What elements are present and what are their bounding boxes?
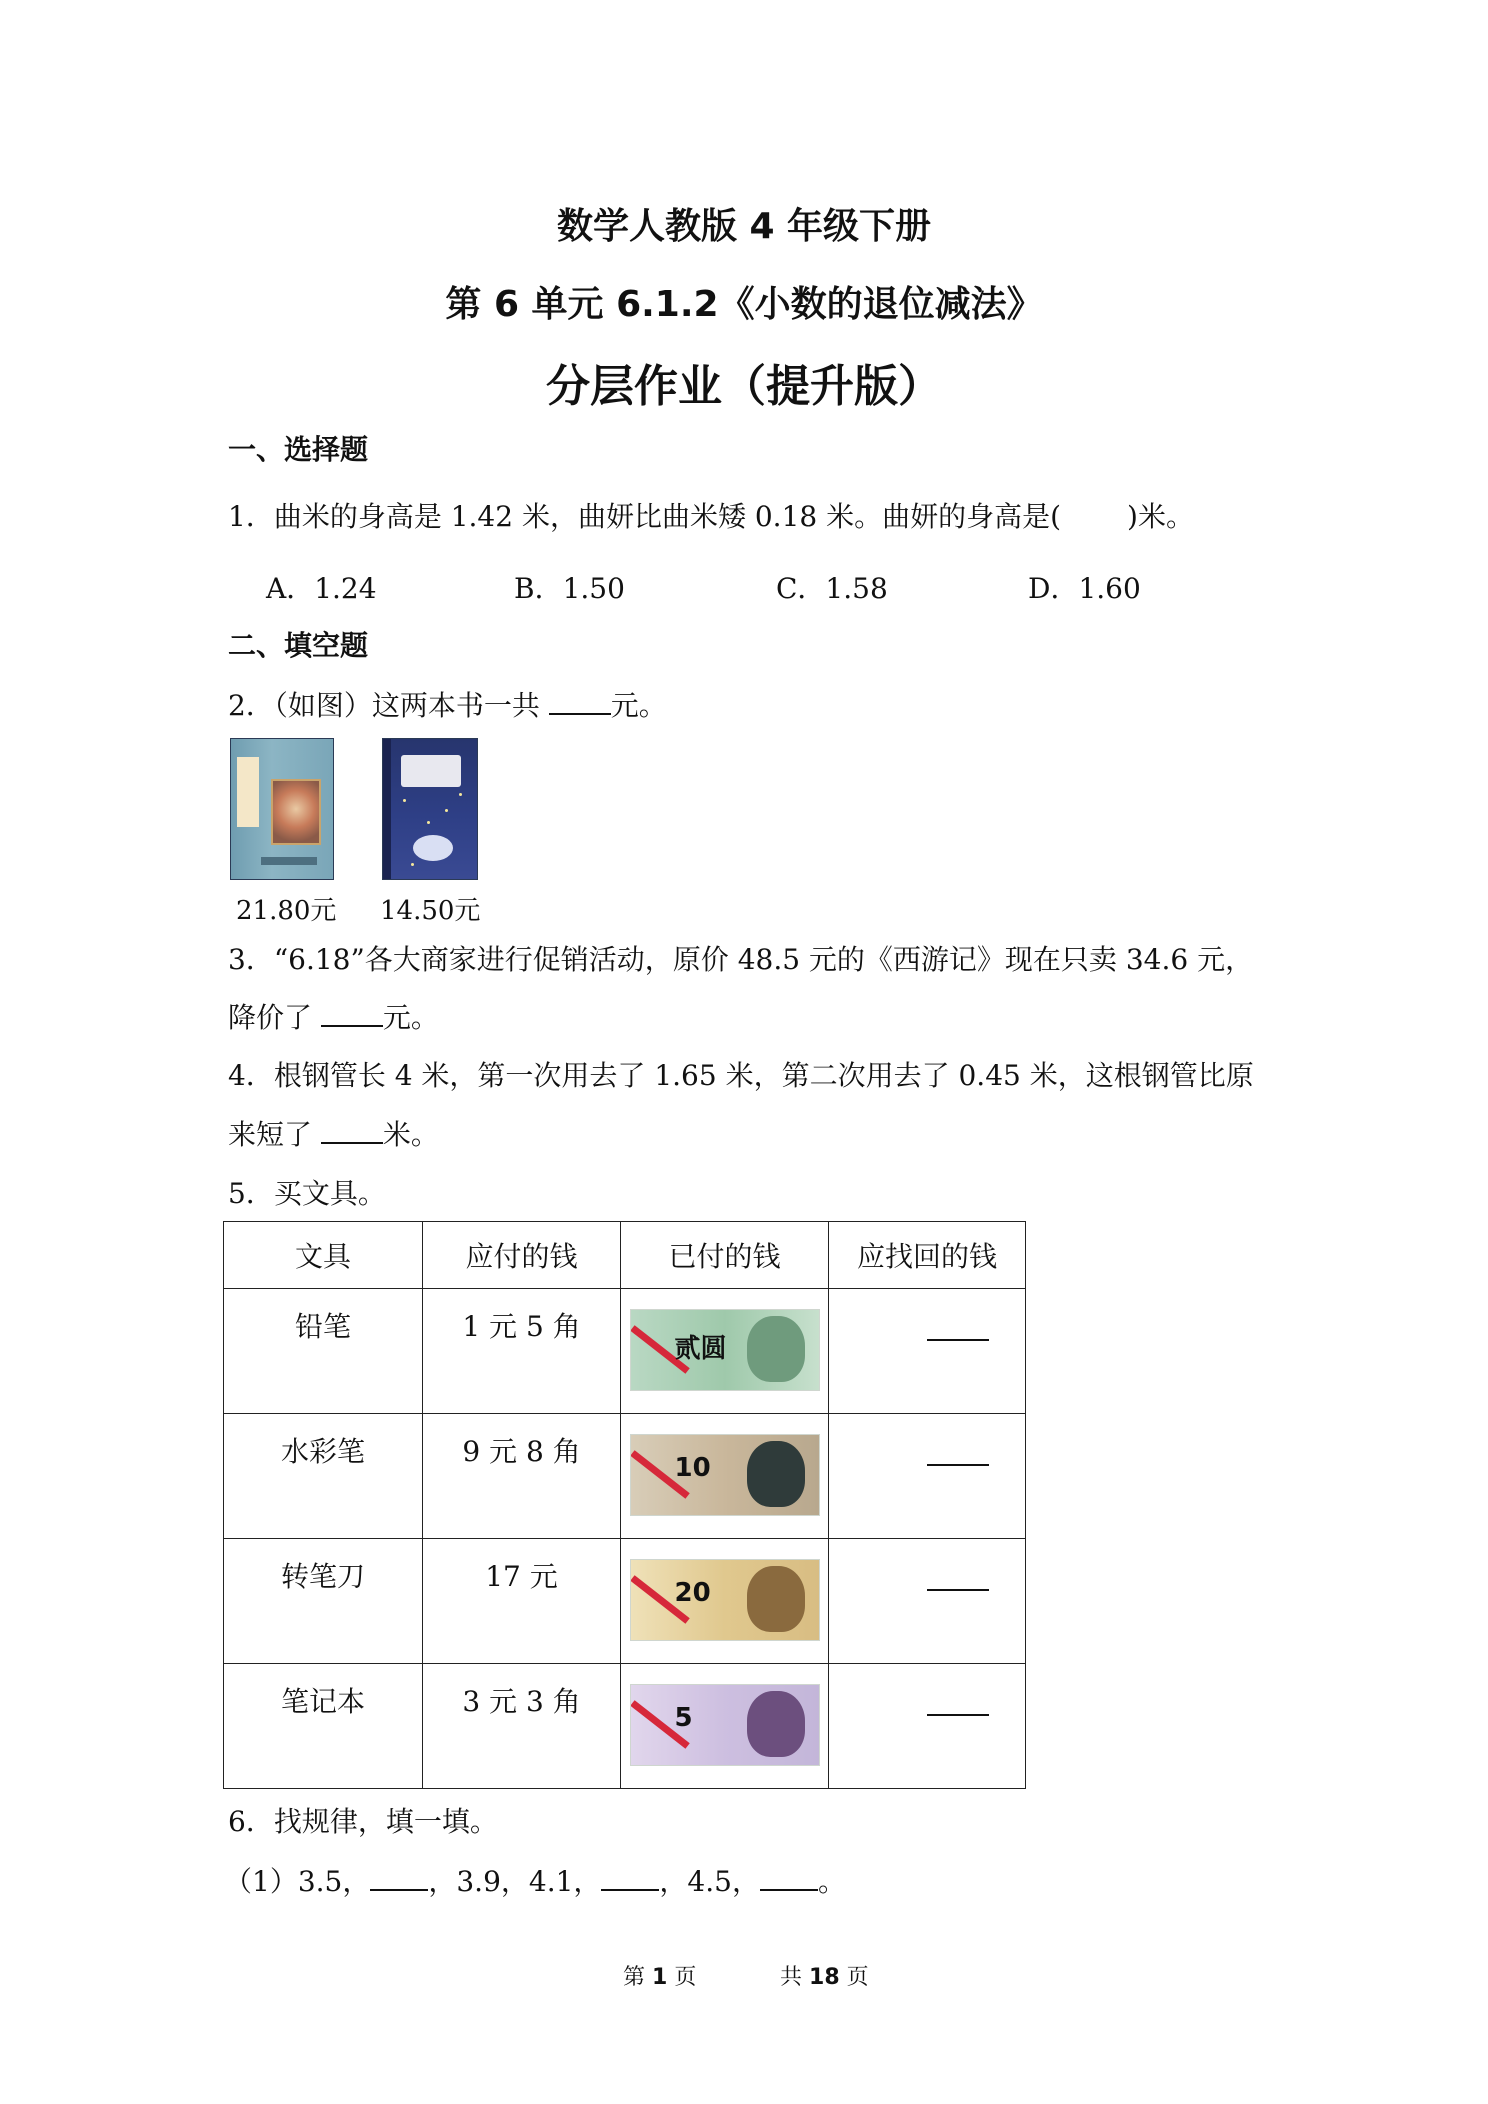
question-4-unit: 米。 [382,1118,439,1151]
table-cell-change [829,1664,1026,1789]
book-image-little-prince [382,738,478,880]
question-4-line1: 4．根钢管长 4 米，第一次用去了 1.65 米，第二次用去了 0.45 米，这根钢管比原 [228,1059,1254,1092]
question-4-text: 来短了 [228,1118,321,1151]
answer-blank[interactable] [549,685,611,715]
table-cell-price: 9 元 8 角 [423,1414,621,1539]
banknote-20-yuan-image: 20 [630,1559,820,1641]
table-row [224,1414,1026,1539]
section-heading-fill: 二、填空题 [228,629,369,662]
table-cell-paid [621,1664,829,1789]
option-d[interactable]: D．1.60 [1028,572,1141,605]
option-a[interactable]: A．1.24 [266,572,377,605]
question-3-unit: 元。 [382,1001,439,1034]
table-cell-paid [621,1539,829,1664]
table-header: 文具 [224,1222,423,1289]
table-cell-item: 水彩笔 [224,1414,423,1539]
page-total: 共 18 页 [780,1965,869,1990]
question-3-text: 降价了 [228,1001,321,1034]
question-2-unit: 元。 [610,689,667,722]
table-cell-item: 笔记本 [224,1664,423,1789]
book1-price: 21.80元 [236,896,337,926]
table-cell-change [829,1414,1026,1539]
question-1-text: 1．曲米的身高是 1.42 米，曲妍比曲米矮 0.18 米。曲妍的身高是( [228,500,1062,533]
answer-blank[interactable] [760,1861,818,1891]
sequence-text: ，4.5， [659,1865,760,1898]
answer-blank[interactable] [321,1114,383,1144]
question-2-text: 2．（如图）这两本书一共 [228,689,549,722]
question-2 [228,684,667,724]
book2-price: 14.50元 [380,896,481,926]
book-image-sanzijing [230,738,334,880]
table-cell-price: 3 元 3 角 [423,1664,621,1789]
sequence-text: ，3.9，4.1， [428,1865,602,1898]
answer-blank[interactable] [927,1714,989,1716]
doc-heading: 分层作业（提升版） [546,361,942,412]
table-header: 应付的钱 [423,1222,621,1289]
question-4-line2 [228,1113,439,1153]
table-cell-paid [621,1414,829,1539]
answer-blank[interactable] [601,1861,659,1891]
answer-blank[interactable] [370,1861,428,1891]
answer-blank[interactable] [927,1464,989,1466]
table-cell-item: 铅笔 [224,1289,423,1414]
table-cell-price: 17 元 [423,1539,621,1664]
table-header: 已付的钱 [621,1222,829,1289]
banknote-2-yuan-image: 贰圆 [630,1309,820,1391]
doc-subtitle: 第 6 单元 6.1.2《小数的退位减法》 [445,284,1043,325]
answer-blank[interactable] [927,1339,989,1341]
banknote-5-yuan-image: 5 [630,1684,820,1766]
question-1-unit: )米。 [1127,500,1194,533]
stationery-table [223,1221,1026,1789]
table-cell-price: 1 元 5 角 [423,1289,621,1414]
option-b[interactable]: B．1.50 [514,572,625,605]
question-6: 6．找规律，填一填。 [228,1805,498,1838]
table-row [224,1539,1026,1664]
question-5: 5．买文具。 [228,1177,386,1210]
table-row [224,1664,1026,1789]
question-3-line1: 3．“6.18”各大商家进行促销活动，原价 48.5 元的《西游记》现在只卖 34.6 元， [228,943,1254,976]
sequence-text: （1）3.5， [224,1865,371,1898]
table-cell-change [829,1289,1026,1414]
table-cell-item: 转笔刀 [224,1539,423,1664]
table-header: 应找回的钱 [829,1222,1026,1289]
question-3-line2 [228,996,439,1036]
table-row [224,1289,1026,1414]
sequence-text: 。 [817,1865,846,1898]
page-number: 第 1 页 [623,1965,697,1990]
doc-title: 数学人教版 4 年级下册 [556,206,932,247]
banknote-10-yuan-image: 10 [630,1434,820,1516]
answer-blank[interactable] [927,1589,989,1591]
option-c[interactable]: C．1.58 [776,572,888,605]
answer-blank[interactable] [321,997,383,1027]
table-cell-paid [621,1289,829,1414]
question-1 [228,495,1194,535]
section-heading-choice: 一、选择题 [228,433,369,466]
question-6-sub1 [224,1860,846,1900]
table-cell-change [829,1539,1026,1664]
table-header-row [224,1222,1026,1289]
